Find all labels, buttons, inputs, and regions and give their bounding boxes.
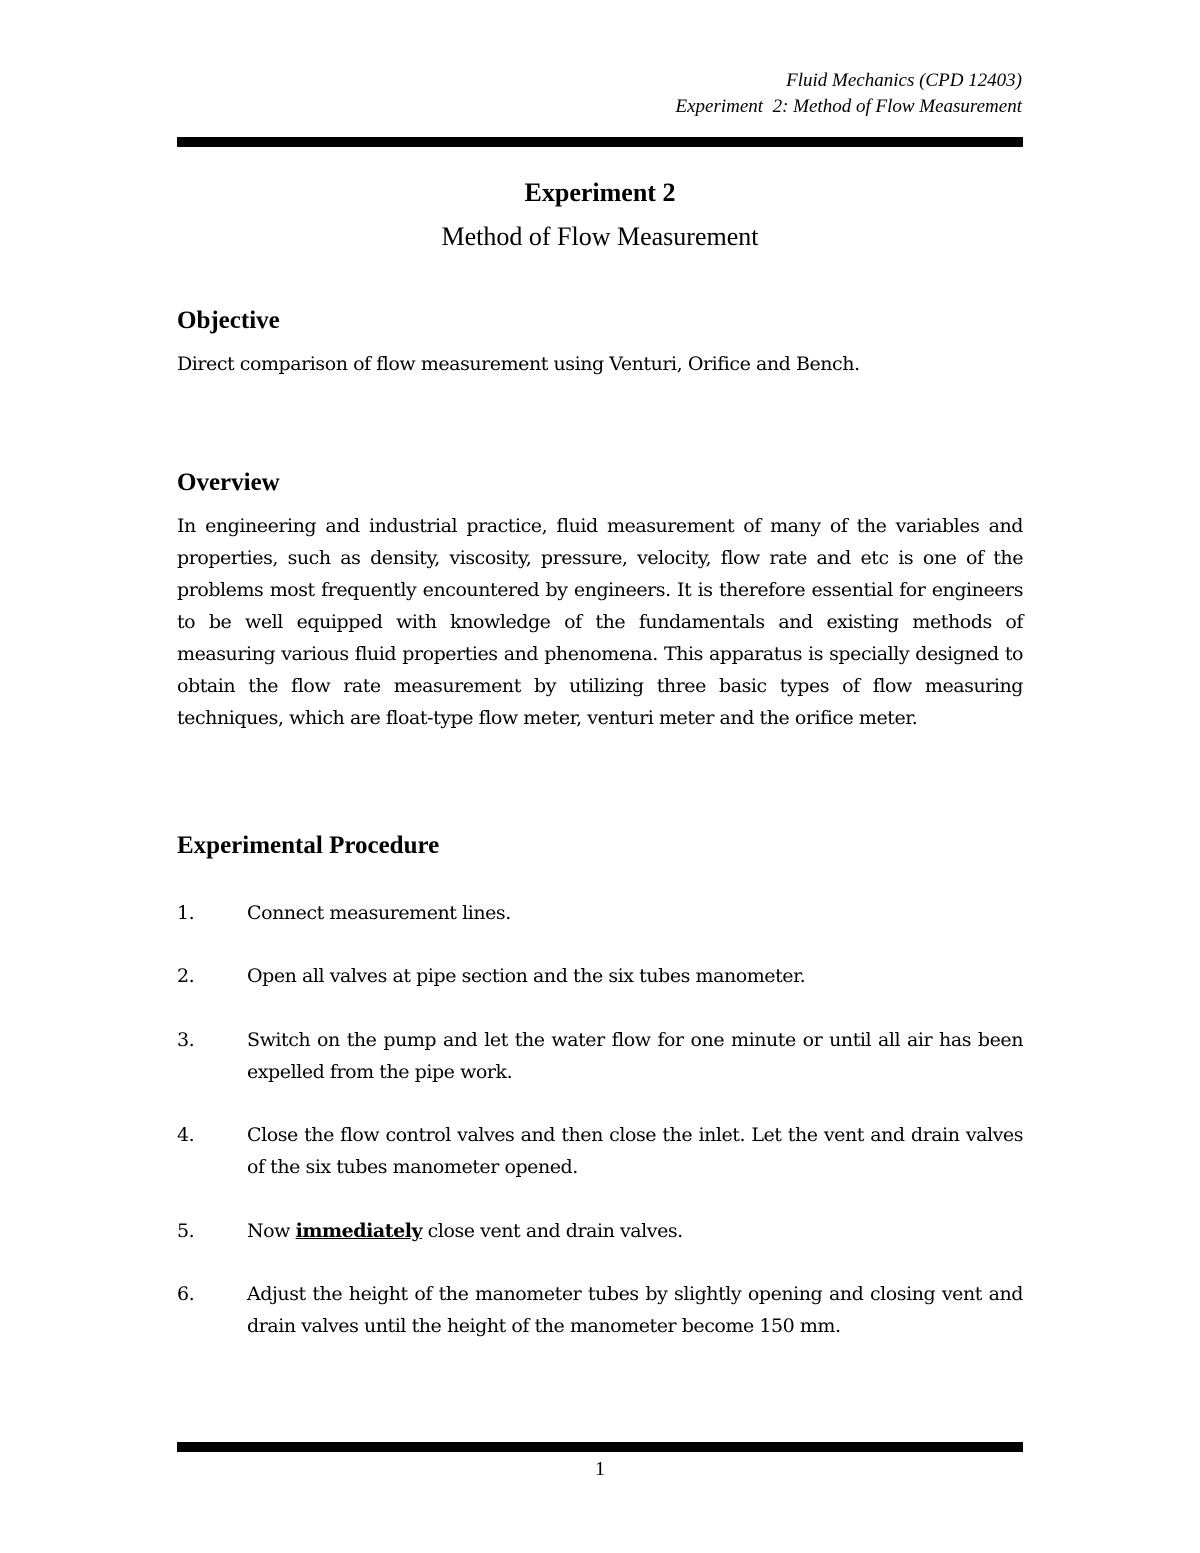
step-text-prefix: Now — [247, 1220, 296, 1242]
header-course: Fluid Mechanics (CPD 12403) — [786, 70, 1022, 91]
step-text: Adjust the height of the manometer tubes by slightly opening and closing vent and drain valves until the height of the manometer become 150 mm. — [247, 1283, 1023, 1337]
step-text: Switch on the pump and let the water flow for one minute or until all air has been expelled from the pipe work. — [247, 1029, 1023, 1083]
procedure-step — [177, 1119, 1023, 1183]
step-number: 4. — [177, 1124, 195, 1146]
procedure-step — [177, 1278, 1023, 1342]
objective-heading: Objective — [177, 307, 280, 334]
step-text: Close the flow control valves and then close the inlet. Let the vent and drain valves of the six tubes manometer opened. — [247, 1124, 1023, 1178]
step-number: 6. — [177, 1283, 195, 1305]
top-rule — [177, 137, 1023, 147]
step-number: 2. — [177, 965, 195, 987]
running-header — [676, 68, 1023, 120]
procedure-heading: Experimental Procedure — [177, 832, 440, 859]
bottom-rule — [177, 1442, 1023, 1452]
step-number: 3. — [177, 1029, 195, 1051]
procedure-step — [177, 1215, 1023, 1247]
step-text: Connect measurement lines. — [247, 902, 511, 924]
step-text — [247, 1215, 1023, 1247]
overview-heading: Overview — [177, 469, 280, 496]
procedure-step — [177, 897, 1023, 929]
page-number: 1 — [595, 1458, 605, 1480]
document-title: Experiment 2 — [524, 178, 676, 207]
step-text-suffix: close vent and drain valves. — [422, 1220, 683, 1242]
overview-paragraph: In engineering and industrial practice, fluid measurement of many of the variables and properties, such as density, viscosity, pressure, velocity, flow rate and etc is one of the problems most frequently encountered by engineers. It is therefore essential for engineers to be well equipped with knowledge of the fundamentals and existing methods of measuring various fluid properties and phenomena. This apparatus is specially designed to obtain the flow rate measurement by utilizing three basic types of flow measuring techniques, which are float-type flow meter, venturi meter and the orifice meter. — [177, 515, 1023, 729]
objective-text: Direct comparison of flow measurement using Venturi, Orifice and Bench. — [177, 353, 860, 375]
document-subtitle: Method of Flow Measurement — [441, 222, 759, 251]
step-number: 5. — [177, 1220, 195, 1242]
step-emphasis: immediately — [295, 1220, 423, 1242]
step-number: 1. — [177, 902, 195, 924]
step-text: Open all valves at pipe section and the six tubes manometer. — [247, 965, 806, 987]
procedure-step — [177, 1024, 1023, 1088]
header-experiment: Experiment 2: Method of Flow Measurement — [675, 96, 1022, 117]
procedure-step — [177, 960, 1023, 992]
